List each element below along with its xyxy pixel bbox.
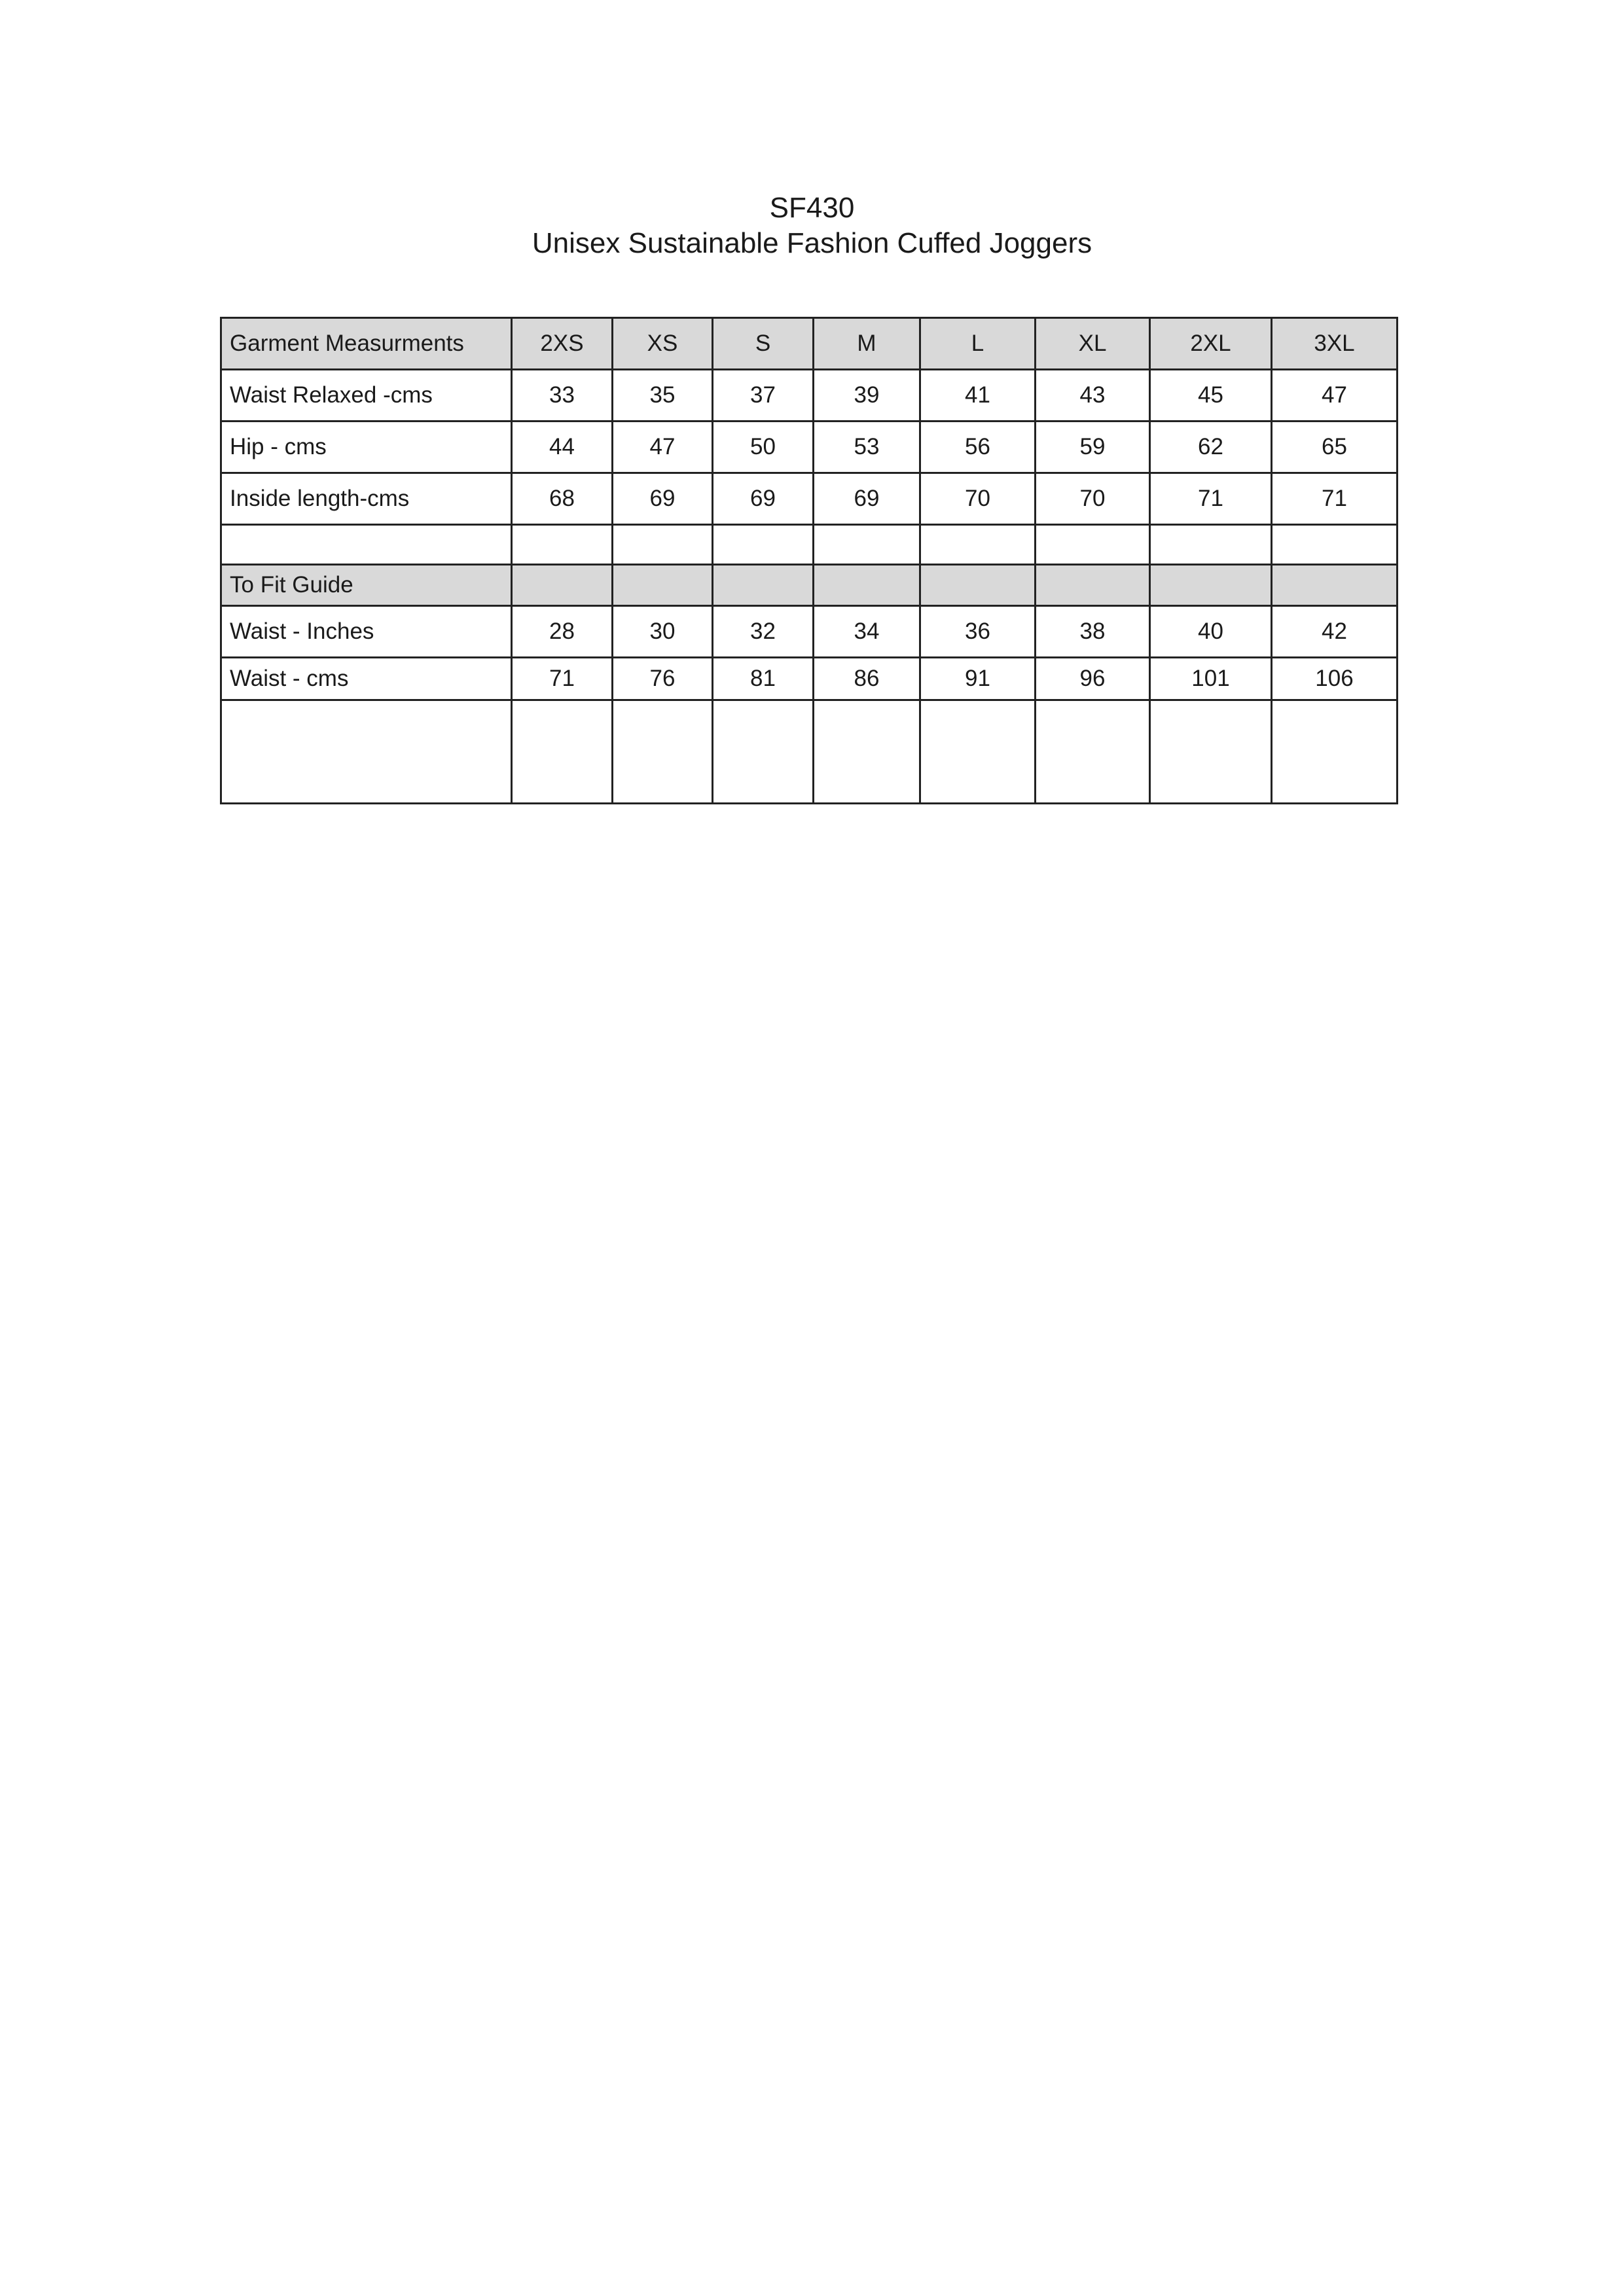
table-row-waist-cms xyxy=(221,658,1398,700)
table-cell: 45 xyxy=(1150,370,1272,422)
empty-cell xyxy=(920,565,1036,606)
table-cell: 41 xyxy=(920,370,1036,422)
table-cell: 59 xyxy=(1036,422,1150,473)
size-header-m: M xyxy=(814,318,920,370)
table-cell: 81 xyxy=(713,658,814,700)
table-cell: 44 xyxy=(512,422,613,473)
table-cell: 33 xyxy=(512,370,613,422)
size-header-s: S xyxy=(713,318,814,370)
row-label: Hip - cms xyxy=(221,422,512,473)
document-subtitle: Unisex Sustainable Fashion Cuffed Joggers xyxy=(532,227,1092,259)
table-cell: 76 xyxy=(613,658,713,700)
table-cell: 71 xyxy=(1272,473,1398,525)
section-row-fit-guide xyxy=(221,565,1398,606)
table-cell: 101 xyxy=(1150,658,1272,700)
empty-cell xyxy=(713,565,814,606)
table-cell: 37 xyxy=(713,370,814,422)
size-header-xl: XL xyxy=(1036,318,1150,370)
empty-cell xyxy=(613,525,713,565)
table-row-waist-relaxed xyxy=(221,370,1398,422)
empty-cell xyxy=(221,525,512,565)
table-cell: 69 xyxy=(814,473,920,525)
table-row-hip xyxy=(221,422,1398,473)
empty-cell xyxy=(1272,525,1398,565)
table-cell: 68 xyxy=(512,473,613,525)
empty-cell xyxy=(1272,565,1398,606)
document-title: SF430 xyxy=(769,192,855,224)
empty-cell xyxy=(1150,700,1272,804)
table-cell: 69 xyxy=(713,473,814,525)
empty-cell xyxy=(1036,525,1150,565)
empty-cell xyxy=(713,525,814,565)
size-header-xs: XS xyxy=(613,318,713,370)
table-cell: 62 xyxy=(1150,422,1272,473)
row-label: Inside length-cms xyxy=(221,473,512,525)
empty-cell xyxy=(1036,565,1150,606)
row-label: Waist Relaxed -cms xyxy=(221,370,512,422)
empty-cell xyxy=(512,700,613,804)
table-cell: 36 xyxy=(920,606,1036,658)
table-cell: 43 xyxy=(1036,370,1150,422)
table-cell: 91 xyxy=(920,658,1036,700)
table-cell: 47 xyxy=(613,422,713,473)
empty-cell xyxy=(920,525,1036,565)
empty-cell xyxy=(512,565,613,606)
empty-cell xyxy=(814,700,920,804)
size-chart-table xyxy=(220,317,1398,804)
empty-cell xyxy=(814,565,920,606)
table-cell: 86 xyxy=(814,658,920,700)
table-cell: 40 xyxy=(1150,606,1272,658)
table-cell: 70 xyxy=(920,473,1036,525)
table-cell: 28 xyxy=(512,606,613,658)
table-cell: 34 xyxy=(814,606,920,658)
table-cell: 50 xyxy=(713,422,814,473)
row-label: Waist - Inches xyxy=(221,606,512,658)
empty-cell xyxy=(1150,525,1272,565)
table-cell: 35 xyxy=(613,370,713,422)
empty-cell xyxy=(814,525,920,565)
size-header-3xl: 3XL xyxy=(1272,318,1398,370)
section-label: To Fit Guide xyxy=(221,565,512,606)
table-row-waist-inches xyxy=(221,606,1398,658)
size-header-2xl: 2XL xyxy=(1150,318,1272,370)
table-cell: 38 xyxy=(1036,606,1150,658)
table-cell: 47 xyxy=(1272,370,1398,422)
header-row xyxy=(221,318,1398,370)
table-cell: 42 xyxy=(1272,606,1398,658)
table-row-inside-length xyxy=(221,473,1398,525)
row-label: Waist - cms xyxy=(221,658,512,700)
size-header-l: L xyxy=(920,318,1036,370)
table-cell: 30 xyxy=(613,606,713,658)
empty-cell xyxy=(613,700,713,804)
table-cell: 56 xyxy=(920,422,1036,473)
table-cell: 53 xyxy=(814,422,920,473)
table-cell: 39 xyxy=(814,370,920,422)
table-cell: 106 xyxy=(1272,658,1398,700)
empty-cell xyxy=(613,565,713,606)
table-row-blank xyxy=(221,525,1398,565)
empty-cell xyxy=(1036,700,1150,804)
table-cell: 71 xyxy=(512,658,613,700)
empty-cell xyxy=(713,700,814,804)
table-cell: 69 xyxy=(613,473,713,525)
empty-cell xyxy=(920,700,1036,804)
table-cell: 70 xyxy=(1036,473,1150,525)
table-cell: 65 xyxy=(1272,422,1398,473)
table-cell: 71 xyxy=(1150,473,1272,525)
table-cell: 32 xyxy=(713,606,814,658)
size-header-2xs: 2XS xyxy=(512,318,613,370)
empty-cell xyxy=(512,525,613,565)
empty-cell xyxy=(221,700,512,804)
empty-cell xyxy=(1150,565,1272,606)
table-cell: 96 xyxy=(1036,658,1150,700)
header-label: Garment Measurments xyxy=(221,318,512,370)
empty-cell xyxy=(1272,700,1398,804)
table-row-empty-tall xyxy=(221,700,1398,804)
